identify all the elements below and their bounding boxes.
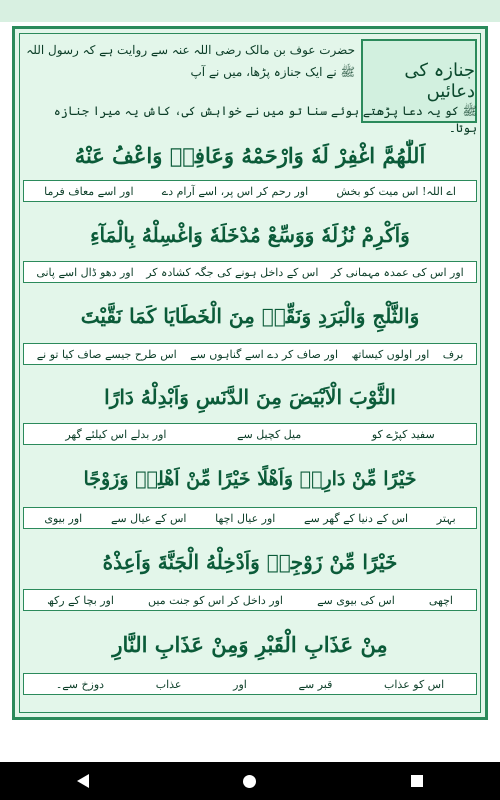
translation-segment: اچھی <box>428 593 453 607</box>
translation-segment: سفید کپڑے کو <box>371 427 435 441</box>
dua-line-7 <box>23 617 477 695</box>
translation-row <box>23 180 477 202</box>
translation-row <box>23 507 477 529</box>
translation-segment: اور دھو ڈال اسے پانی <box>36 265 134 279</box>
translation-segment: اور اولوں کیساتھ <box>351 347 430 361</box>
translation-segment: اور داخل کر اس کو جنت میں <box>148 593 283 607</box>
home-icon <box>243 775 256 788</box>
translation-segment: اور رحم کر اس پر، اسے آرام دے <box>161 184 309 198</box>
page-title: جنازہ کی دعائیں <box>404 60 475 102</box>
translation-segment: اور <box>233 677 247 691</box>
translation-segment: بہتر <box>436 511 456 525</box>
arabic-text: وَالثَّلْجِ وَالْبَرَدِ وَنَقِّهٖ مِنَ الْخَطَايَا كَمَا نَقَّيْتَ <box>80 304 420 328</box>
translation-segment: اس کے دنیا کے گھر سے <box>304 511 409 525</box>
translation-segment: اور اسے معاف فرما <box>44 184 134 198</box>
arabic-text: الثَّوْبَ الْاَبْيَضَ مِنَ الدَّنَسِ وَاَبْدِلْهُ دَارًا <box>104 385 396 409</box>
translation-segment: اور اس کی عمدہ مہمانی کر <box>330 265 464 279</box>
dua-line-1 <box>23 132 477 202</box>
translation-segment: اس کی بیوی سے <box>317 593 395 607</box>
dua-line-5 <box>23 451 477 529</box>
dua-line-6 <box>23 535 477 611</box>
arabic-text: اَللّٰهُمَّ اغْفِرْ لَهٗ وَارْحَمْهُ وَعَافِهٖ وَاعْفُ عَنْهُ <box>74 143 426 168</box>
dua-line-2 <box>23 209 477 283</box>
translation-row <box>23 589 477 611</box>
arabic-text: خَيْرًا مِّنْ دَارِهٖ وَاَهْلًا خَيْرًا مِّنْ اَهْلِهٖ وَزَوْجًا <box>83 468 417 490</box>
translation-row <box>23 261 477 283</box>
translation-segment: قبر سے <box>298 677 333 691</box>
back-icon <box>77 774 89 788</box>
translation-segment: اور بدلے اس کیلئے گھر <box>65 427 167 441</box>
translation-row <box>23 673 477 695</box>
recents-button[interactable] <box>387 762 447 800</box>
intro-text-tail: ﷺ کو یہ دعا پڑھتے ہوئے سنا تو میں نے خواہش کی، کاش یہ میرا جنازہ ہوتا۔ <box>53 104 477 135</box>
translation-segment: اور بیوی <box>44 511 83 525</box>
navigation-bar <box>0 762 500 800</box>
home-button[interactable] <box>220 762 280 800</box>
arabic-text: خَيْرًا مِّنْ زَوْجِهٖ وَاَدْخِلْهُ الْجَنَّةَ وَاَعِذْهُ <box>102 550 398 574</box>
translation-segment: اس کے داخل ہونے کی جگہ کشادہ کر <box>146 265 319 279</box>
translation-segment: اس طرح جیسے صاف کیا تو نے <box>36 347 177 361</box>
translation-row <box>23 343 477 365</box>
translation-segment: میل کچیل سے <box>237 427 302 441</box>
translation-segment: عذاب <box>155 677 182 691</box>
dua-page <box>12 26 488 720</box>
dua-line-3 <box>23 289 477 365</box>
translation-segment: دوزخ سے۔ <box>55 677 105 691</box>
intro-text: حضرت عوف بن مالک رضی اللہ عنہ سے روایت ہے کہ رسول اللہ ﷺ نے ایک جنازہ پڑھا، میں نے آپ <box>26 43 355 79</box>
arabic-text: وَاَكْرِمْ نُزُلَهٗ وَوَسِّعْ مُدْخَلَهٗ وَاغْسِلْهُ بِالْمَآءِ <box>90 223 410 247</box>
translation-segment: اس کو عذاب <box>384 677 445 691</box>
translation-segment: اور عیال اچھا <box>215 511 276 525</box>
translation-segment: اور صاف کر دے اسے گناہوں سے <box>190 347 339 361</box>
translation-segment: برف <box>442 347 464 361</box>
recents-icon <box>411 775 423 787</box>
translation-segment: اس کے عیال سے <box>110 511 187 525</box>
translation-row <box>23 423 477 445</box>
translation-segment: اور بچا کے رکھ <box>47 593 114 607</box>
back-button[interactable] <box>53 762 113 800</box>
translation-segment: اے اللہ! اس میت کو بخش <box>336 184 456 198</box>
status-bar <box>0 0 500 22</box>
dua-line-4 <box>23 371 477 445</box>
arabic-text: مِنْ عَذَابِ الْقَبْرِ وَمِنْ عَذَابِ النَّارِ <box>112 632 388 657</box>
